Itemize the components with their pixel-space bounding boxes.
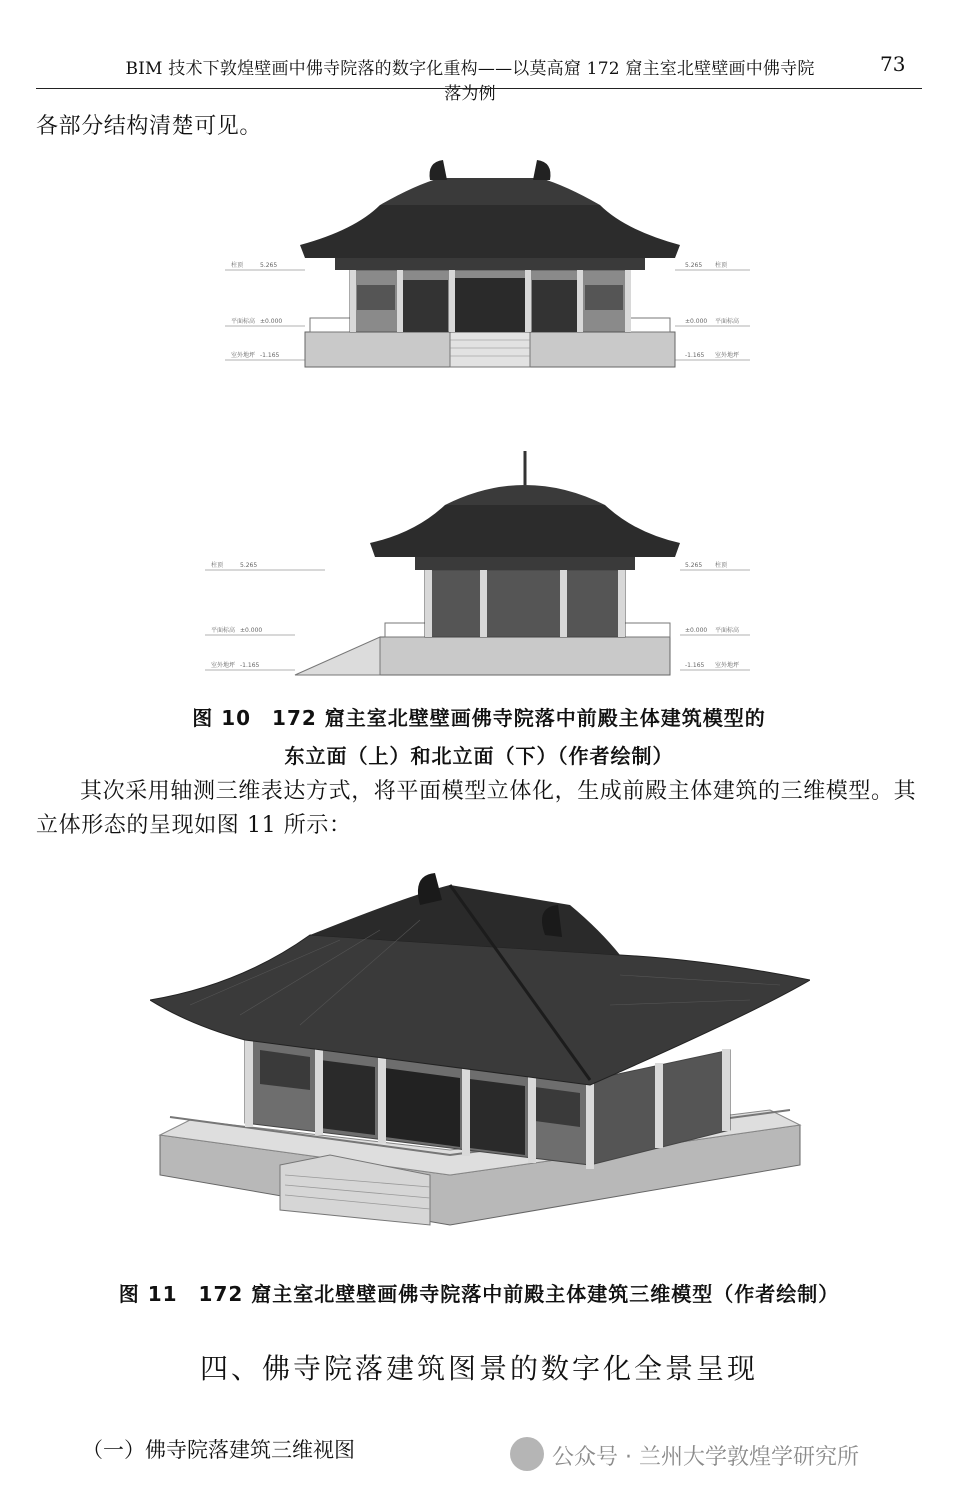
n-level-name-mid-right: 平面标高 xyxy=(715,627,740,634)
n-level-value-mid-right: ±0.000 xyxy=(685,627,708,634)
level-name-top-right: 柱顶 xyxy=(715,262,728,269)
level-value-mid-left: ±0.000 xyxy=(260,318,283,325)
level-name-bot-left: 室外地坪 xyxy=(231,352,256,359)
n-level-value-top-left: 5.265 xyxy=(240,562,258,569)
level-value-mid-right: ±0.000 xyxy=(685,318,708,325)
n-level-value-bot-right: -1.165 xyxy=(685,662,705,669)
n-level-name-bot-left: 室外地坪 xyxy=(211,662,236,669)
page-number: 73 xyxy=(880,52,906,76)
level-value-bot-left: -1.165 xyxy=(260,352,280,359)
figure10-east-elevation xyxy=(205,150,750,375)
n-level-name-bot-right: 室外地坪 xyxy=(715,662,740,669)
n-level-name-top-right: 柱顶 xyxy=(715,562,728,569)
level-name-mid-left: 平面标高 xyxy=(231,318,256,325)
wechat-icon xyxy=(510,1437,544,1471)
watermark-text: 公众号 · 兰州大学敦煌学研究所 xyxy=(552,1445,859,1470)
level-value-top-left: 5.265 xyxy=(260,262,278,269)
n-level-value-mid-left: ±0.000 xyxy=(240,627,263,634)
level-value-top-right: 5.265 xyxy=(685,262,703,269)
n-level-value-top-right: 5.265 xyxy=(685,562,703,569)
n-level-name-mid-left: 平面标高 xyxy=(211,627,236,634)
level-name-top-left: 柱顶 xyxy=(231,262,244,269)
figure11-caption: 图 11 172 窟主室北壁壁画佛寺院落中前殿主体建筑三维模型（作者绘制） xyxy=(118,1282,840,1306)
header-rule xyxy=(36,88,922,89)
intro-line: 各部分结构清楚可见。 xyxy=(36,114,263,139)
figure10-north-elevation xyxy=(205,445,750,685)
figure11-3d-model xyxy=(150,865,810,1255)
section-heading: 四、佛寺院落建筑图景的数字化全景呈现 xyxy=(199,1352,758,1385)
level-name-bot-right: 室外地坪 xyxy=(715,352,740,359)
n-level-name-top-left: 柱顶 xyxy=(211,562,224,569)
level-name-mid-right: 平面标高 xyxy=(715,318,740,325)
subsection-heading: （一）佛寺院落建筑三维视图 xyxy=(82,1438,355,1462)
paragraph-1: 其次采用轴测三维表达方式，将平面模型立体化，生成前殿主体建筑的三维模型。其立体形态的呈现如图 11 所示： xyxy=(36,779,917,838)
n-level-value-bot-left: -1.165 xyxy=(240,662,260,669)
level-value-bot-right: -1.165 xyxy=(685,352,705,359)
figure10-caption-line2: 东立面（上）和北立面（下）（作者绘制） xyxy=(284,744,674,768)
figure10-caption-line1: 图 10 172 窟主室北壁壁画佛寺院落中前殿主体建筑模型的 xyxy=(192,706,766,730)
running-header: BIM 技术下敦煌壁画中佛寺院落的数字化重构——以莫高窟 172 窟主室北壁壁画中佛寺院落为例 xyxy=(125,59,815,104)
